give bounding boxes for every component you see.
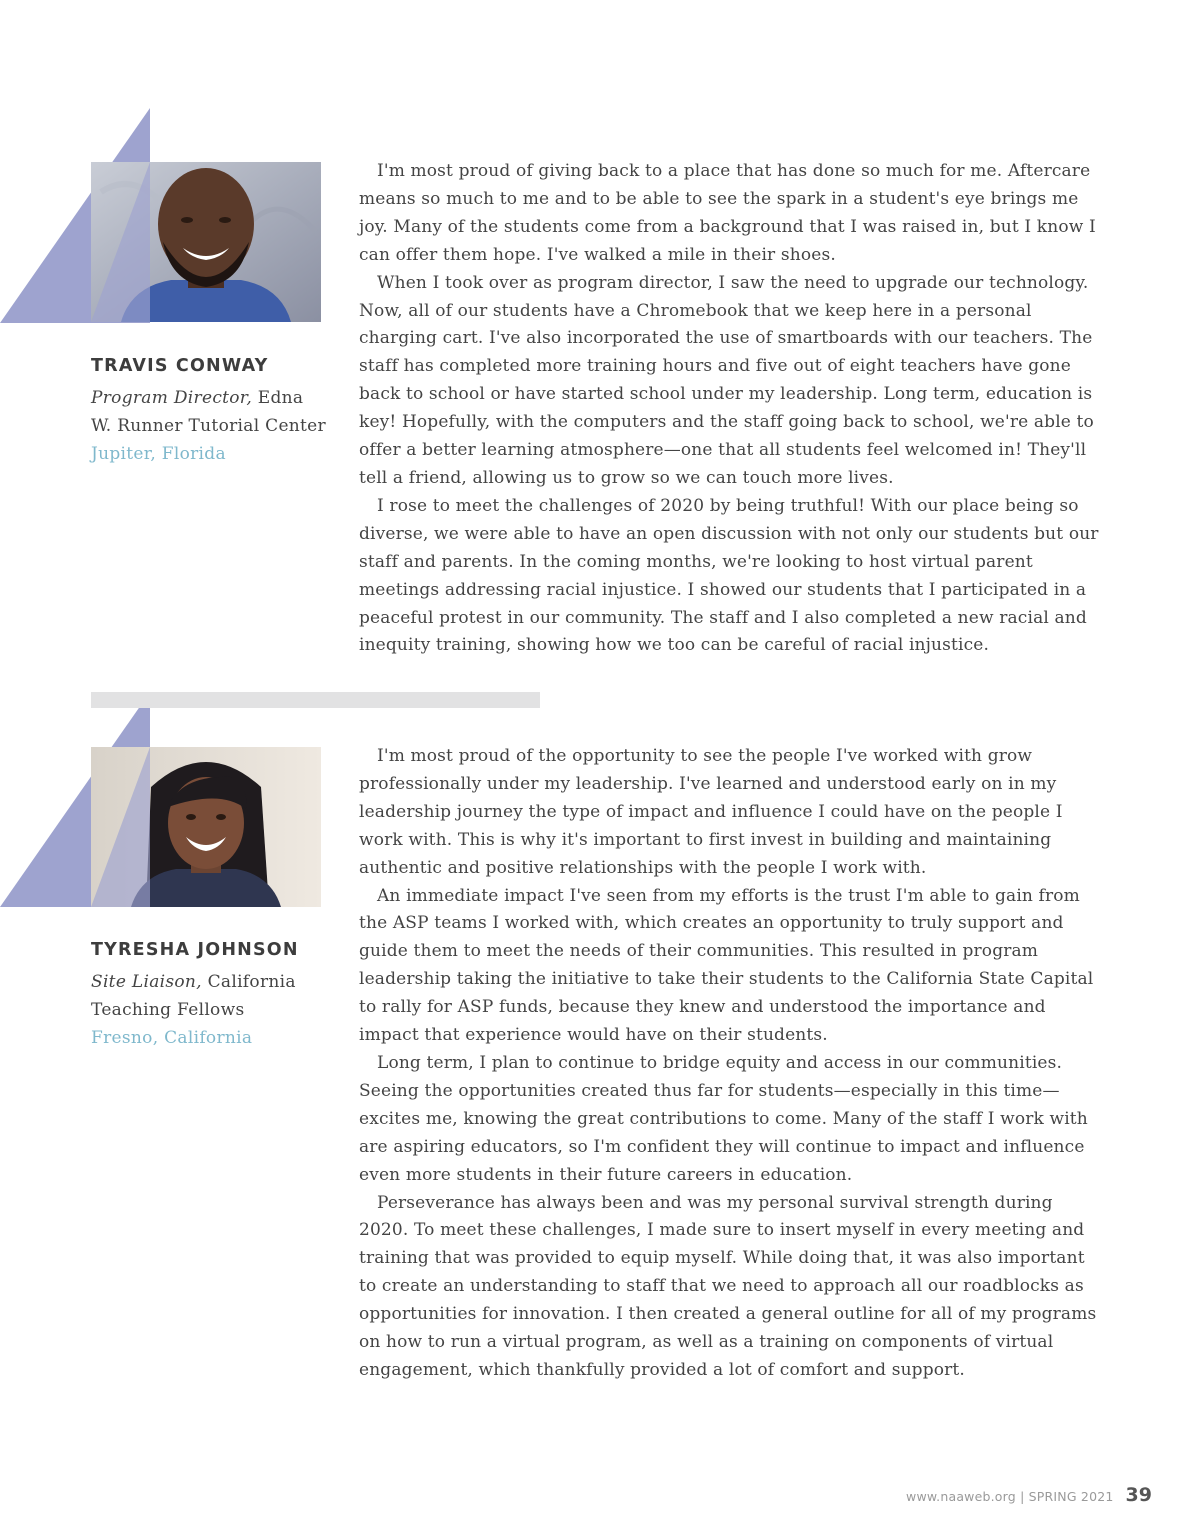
story-paragraph: I rose to meet the challenges of 2020 by being truthful! With our place being so diverse, we were able to have an open discussion with not only our students but our staff and parents. In the coming months, we're looking to host virtual parent meetings addressing racial injustice. I showed our students that I participated in a peaceful protest in our community. The staff and I also completed a new racial and inequity training, showing how we too can be careful of racial injustice. (359, 495, 1099, 656)
story-paragraph: Long term, I plan to continue to bridge equity and access in our communities. Seeing the opportunities created thus far for students—especially in this time—excites me, knowing the great contributions to come. Many of the staff I work with are aspiring educators, so I'm confident they will continue to impact and influence even more students in their future careers in education. (359, 1052, 1088, 1185)
photo-triangle-overlay (91, 162, 150, 322)
profile-story (359, 743, 1104, 1385)
person-role-line (91, 384, 331, 412)
story-paragraph: I'm most proud of giving back to a place that has done so much for me. Aftercare means so much to me and to be able to see the spark in a student's eye brings me joy. Many of the students come from a background that I was raised in, but I know I can offer them hope. I've walked a mile in their shoes. (359, 161, 1096, 265)
profile-bio (91, 354, 331, 468)
story-paragraph: When I took over as program director, I saw the need to upgrade our technology. Now, all of our students have a Chromebook that we keep here in a personal charging cart. I've also incorporated the use of smartboards with our teachers. The staff has completed more training hours and five out of eight teachers have gone back to school or have started school under my leadership. Long term, education is key! Hopefully, with the computers and the staff going back to school, we're able to offer a better learning atmosphere—one that all students feel welcomed in! They'll tell a friend, allowing us to grow so we can touch more lives. (359, 272, 1094, 488)
profile-story (359, 158, 1104, 660)
page-footer (906, 1484, 1152, 1506)
person-role-line (91, 968, 331, 996)
person-location: Jupiter, Florida (91, 444, 226, 464)
photo-triangle-overlay (91, 747, 150, 907)
story-paragraph: I'm most proud of the opportunity to see the people I've worked with grow professionally under my leadership. I've learned and understood early on in my leadership journey the type of impact and influence I could have on the people I work with. This is why it's important to first invest in building and maintaining authentic and positive relationships with the people I work with. (359, 746, 1063, 878)
person-name: TYRESHA JOHNSON (91, 940, 299, 960)
person-org: California (201, 972, 296, 992)
story-paragraph: An immediate impact I've seen from my efforts is the trust I'm able to gain from the ASP teams I worked with, which creates an opportunity to truly support and guide them to meet the needs of their communities. This resulted in program leadership taking the initiative to take their students to the California State Capital to rally for ASP funds, because they knew and understood the importance and impact that experience would have on their students. (359, 885, 1094, 1046)
story-paragraph: Perseverance has always been and was my personal survival strength during 2020. To meet these challenges, I made sure to insert myself in every meeting and training that was provided to equip myself. While doing that, it was also important to create an understanding to staff that we need to approach all our roadblocks as opportunities for innovation. I then created a general outline for all of my programs on how to run a virtual program, as well as a training on components of virtual engagement, which thankfully provided a lot of comfort and support. (359, 1192, 1097, 1380)
person-role: Site Liaison, (91, 972, 202, 992)
person-location: Fresno, California (91, 1028, 253, 1048)
person-name: TRAVIS CONWAY (91, 356, 269, 376)
person-org: Edna (252, 388, 304, 408)
person-role: Program Director, (91, 388, 253, 408)
person-org-cont: Teaching Fellows (91, 1000, 245, 1020)
profile-bio (91, 938, 331, 1052)
person-org-cont: W. Runner Tutorial Center (91, 416, 326, 436)
section-divider (91, 692, 540, 708)
profile-photo-travis-conway (91, 162, 321, 322)
profile-photo-tyresha-johnson (91, 747, 321, 907)
footer-url-issue: www.naaweb.org | SPRING 2021 (906, 1489, 1114, 1504)
page-number: 39 (1125, 1484, 1152, 1506)
